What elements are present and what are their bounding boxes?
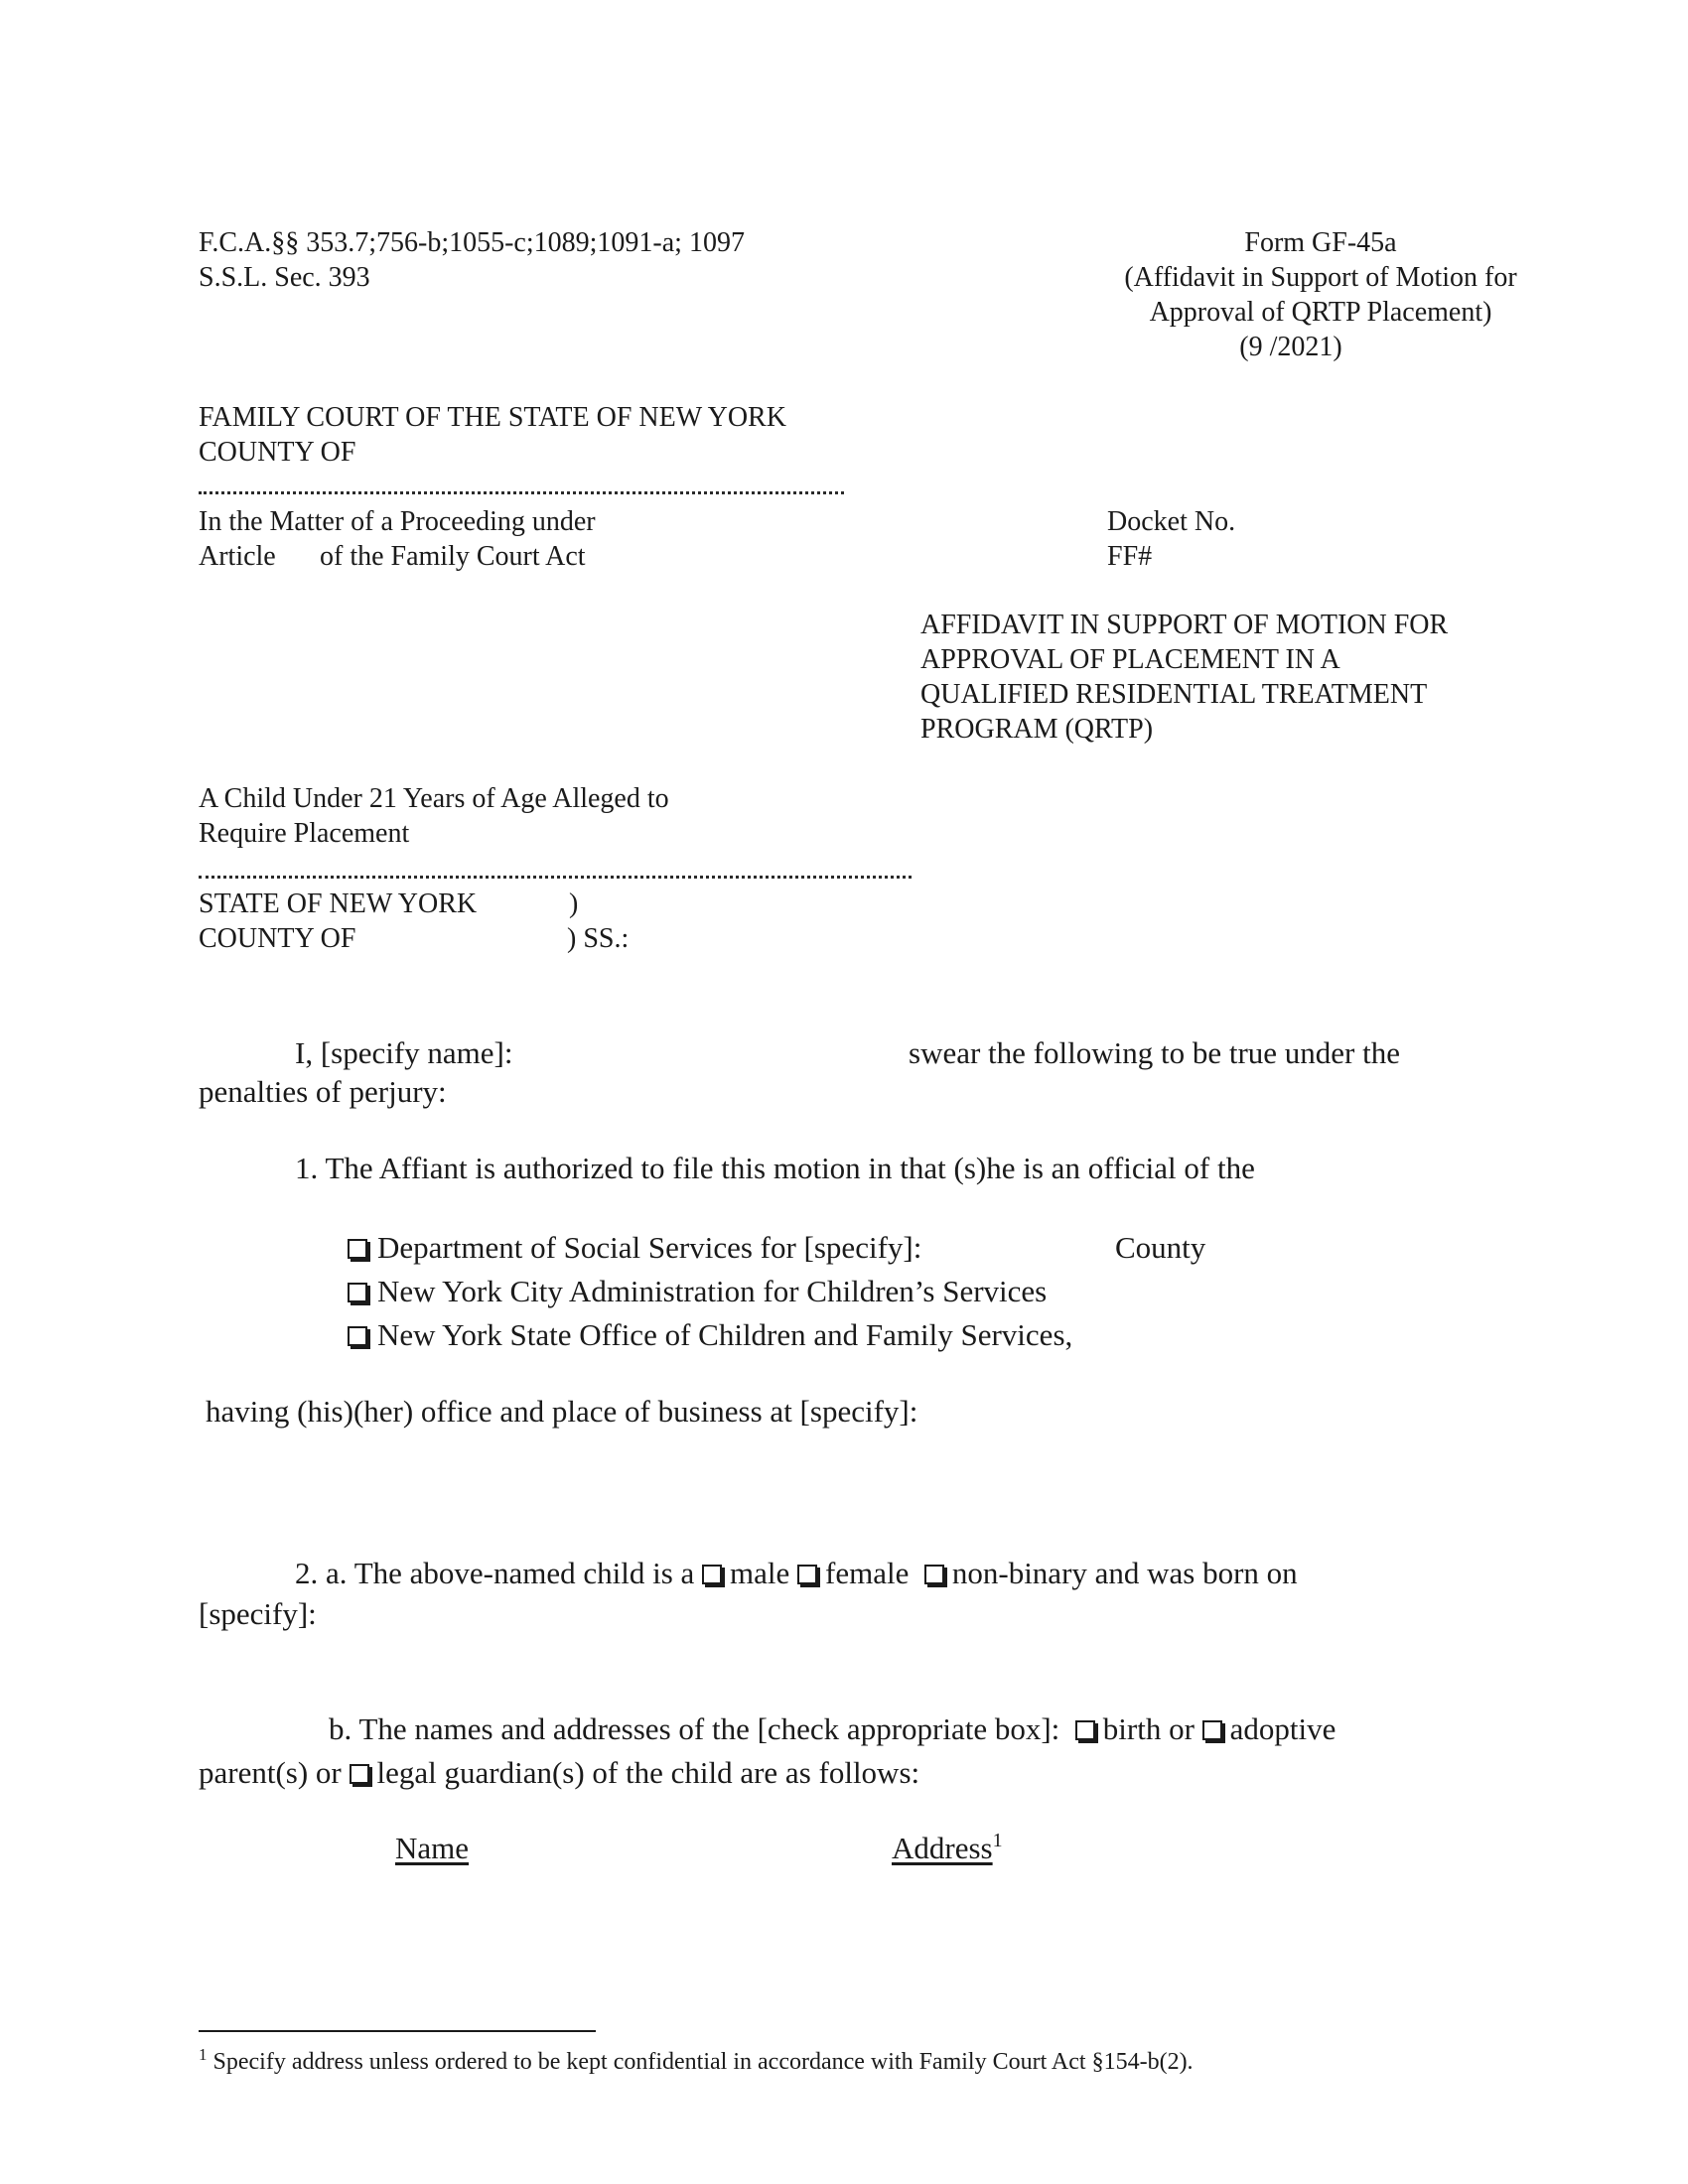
paragraph-2b xyxy=(329,1707,1336,1751)
checkbox-non-binary[interactable] xyxy=(924,1565,944,1584)
affiant-intro-line2: penalties of perjury: xyxy=(199,1074,447,1109)
paragraph-2b-prefix: b. The names and addresses of the [check appropriate box]: xyxy=(329,1711,1060,1746)
male-label: male xyxy=(730,1556,790,1590)
office-location-line: having (his)(her) office and place of business at [specify]: xyxy=(206,1394,918,1429)
ff-number-label: FF# xyxy=(1107,541,1153,572)
statute-citation-line2: S.S.L. Sec. 393 xyxy=(199,262,370,293)
paragraph-2b-line2 xyxy=(199,1751,919,1795)
checkbox-ocfs[interactable] xyxy=(348,1326,367,1346)
paragraph-2a-prefix: 2. a. The above-named child is a xyxy=(295,1556,695,1590)
option-dss[interactable] xyxy=(348,1226,921,1270)
caption-divider-top xyxy=(199,491,844,494)
option-acs[interactable] xyxy=(348,1270,1047,1313)
venue-ss: ) SS.: xyxy=(567,923,630,954)
parents-label: parent(s) or xyxy=(199,1755,342,1790)
form-description-line1: (Affidavit in Support of Motion for xyxy=(1124,262,1517,293)
checkbox-acs[interactable] xyxy=(348,1283,367,1302)
footnote-text: Specify address unless ordered to be kept confidential in accordance with Family Court Act §154-b(2). xyxy=(212,2049,1194,2075)
document-title-line2: APPROVAL OF PLACEMENT IN A xyxy=(920,644,1340,675)
checkbox-birth[interactable] xyxy=(1075,1720,1095,1740)
option-acs-label: New York City Administration for Children’s Services xyxy=(377,1274,1048,1308)
footnote xyxy=(199,2047,1194,2077)
document-title-line1: AFFIDAVIT IN SUPPORT OF MOTION FOR xyxy=(920,610,1449,640)
court-name: FAMILY COURT OF THE STATE OF NEW YORK xyxy=(199,402,786,433)
statute-citation-line1: F.C.A.§§ 353.7;756-b;1055-c;1089;1091-a; 1097 xyxy=(199,227,745,258)
footnote-marker: 1 xyxy=(199,2045,208,2064)
option-ocfs-label: New York State Office of Children and Family Services, xyxy=(377,1317,1073,1352)
option-ocfs[interactable] xyxy=(348,1313,1072,1357)
female-label: female xyxy=(825,1556,910,1590)
option-dss-label: Department of Social Services for [specify]: xyxy=(377,1230,922,1265)
child-description-line2: Require Placement xyxy=(199,818,410,849)
column-header-address xyxy=(892,1827,1003,1870)
adoptive-label: adoptive xyxy=(1229,1711,1336,1746)
column-header-address-label: Address xyxy=(892,1831,993,1865)
footnote-reference: 1 xyxy=(992,1830,1003,1851)
paragraph-2a xyxy=(295,1552,1298,1595)
matter-article-label: Article xyxy=(199,541,276,572)
birth-or-label: birth or xyxy=(1102,1711,1195,1746)
paragraph-2a-line2: [specify]: xyxy=(199,1596,317,1631)
form-number: Form GF-45a xyxy=(1244,227,1397,258)
checkbox-dss[interactable] xyxy=(348,1239,367,1259)
form-description-line2: Approval of QRTP Placement) xyxy=(1149,297,1492,328)
county-line: COUNTY OF xyxy=(199,437,356,468)
docket-number-label: Docket No. xyxy=(1107,506,1236,537)
footnote-separator xyxy=(199,2030,596,2032)
guardian-label: legal guardian(s) of the child are as follows: xyxy=(376,1755,920,1790)
matter-line1: In the Matter of a Proceeding under xyxy=(199,506,596,537)
form-date: (9 /2021) xyxy=(1239,332,1342,362)
document-title-line3: QUALIFIED RESIDENTIAL TREATMENT xyxy=(920,679,1428,710)
checkbox-adoptive[interactable] xyxy=(1202,1720,1222,1740)
venue-paren: ) xyxy=(569,888,579,919)
paragraph-2a-suffix: non-binary and was born on xyxy=(951,1556,1298,1590)
option-dss-county: County xyxy=(1115,1230,1206,1265)
venue-county: COUNTY OF xyxy=(199,923,356,954)
matter-line2: of the Family Court Act xyxy=(320,541,586,572)
checkbox-male[interactable] xyxy=(702,1565,722,1584)
checkbox-female[interactable] xyxy=(797,1565,817,1584)
affiant-intro-part2: swear the following to be true under the xyxy=(909,1035,1400,1070)
document-title-line4: PROGRAM (QRTP) xyxy=(920,714,1154,745)
paragraph-1: 1. The Affiant is authorized to file this motion in that (s)he is an official of the xyxy=(295,1151,1255,1185)
column-header-name: Name xyxy=(395,1831,470,1865)
affiant-intro-part1: I, [specify name]: xyxy=(295,1035,513,1070)
venue-state: STATE OF NEW YORK xyxy=(199,888,478,919)
caption-divider-bottom xyxy=(199,876,912,879)
child-description-line1: A Child Under 21 Years of Age Alleged to xyxy=(199,783,669,814)
checkbox-legal-guardian[interactable] xyxy=(350,1764,369,1784)
